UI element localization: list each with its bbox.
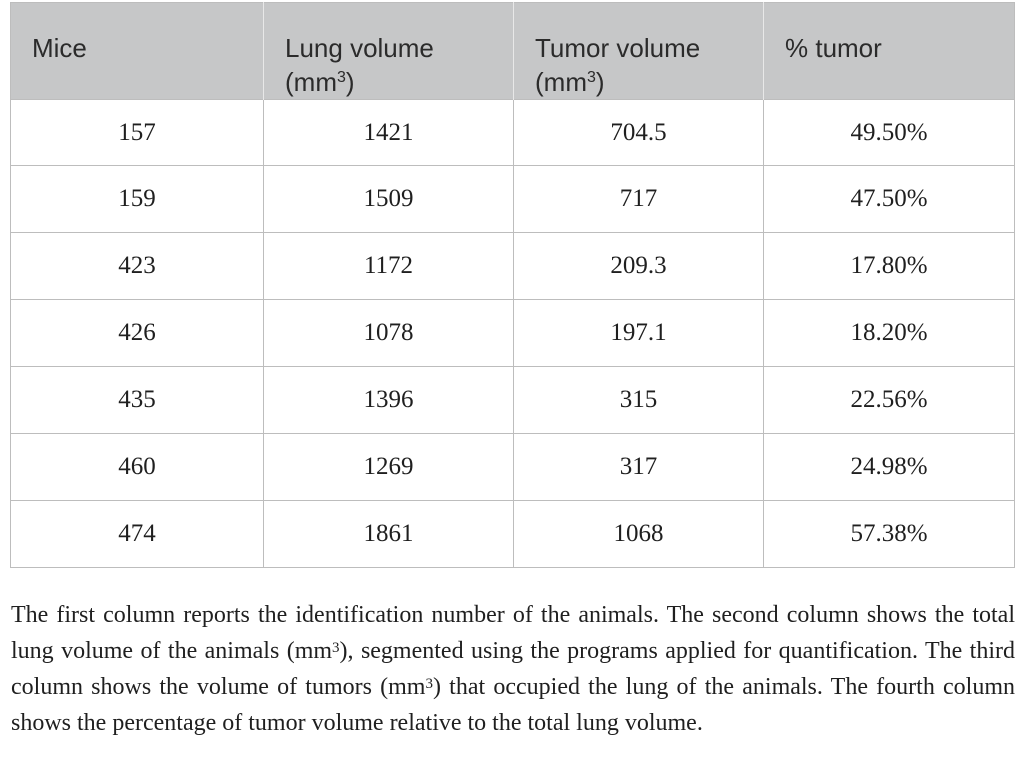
table-row [11,233,1015,300]
header-lung-volume [264,3,514,100]
header-mice [11,3,264,100]
table-row [11,501,1015,568]
header-superscript: 3 [336,69,346,86]
cell-percent-tumor: 49.50% [764,100,1015,166]
cell-percent-tumor: 22.56% [764,367,1015,434]
table-header-row [11,3,1015,100]
header-tail: ) [595,67,605,97]
table-caption [11,597,1015,741]
cell-mice: 423 [11,233,264,300]
cell-mice: 474 [11,501,264,568]
cell-mice: 435 [11,367,264,434]
cell-mice: 159 [11,166,264,233]
table-row [11,367,1015,434]
header-text: Tumor volume (mm [535,33,701,97]
cell-lung-volume: 1509 [264,166,514,233]
cell-mice: 426 [11,300,264,367]
cell-lung-volume: 1421 [264,100,514,166]
cell-mice: 460 [11,434,264,501]
cell-percent-tumor: 24.98% [764,434,1015,501]
caption-text: ), segmented using the programs applied for quantification. The third column shows the volume of tumors (mm [11,638,1015,700]
cell-lung-volume: 1078 [264,300,514,367]
cell-percent-tumor: 57.38% [764,501,1015,568]
data-table [10,2,1015,568]
header-text: % tumor [785,33,882,63]
cell-tumor-volume: 704.5 [514,100,764,166]
cell-percent-tumor: 18.20% [764,300,1015,367]
cell-percent-tumor: 47.50% [764,166,1015,233]
cell-tumor-volume: 197.1 [514,300,764,367]
table-row [11,300,1015,367]
cell-lung-volume: 1396 [264,367,514,434]
header-superscript: 3 [586,69,596,86]
cell-tumor-volume: 315 [514,367,764,434]
cell-mice: 157 [11,100,264,166]
header-tail: ) [345,67,355,97]
caption-superscript: 3 [425,676,433,692]
header-text: Mice [32,33,87,63]
cell-lung-volume: 1269 [264,434,514,501]
cell-tumor-volume: 1068 [514,501,764,568]
caption-text: The first column reports the identification number of the animals. The second column shows the total lung volume of the animals (mm [11,602,1015,664]
cell-percent-tumor: 17.80% [764,233,1015,300]
table-row [11,100,1015,166]
cell-tumor-volume: 717 [514,166,764,233]
table-row [11,434,1015,501]
cell-tumor-volume: 317 [514,434,764,501]
cell-lung-volume: 1861 [264,501,514,568]
cell-lung-volume: 1172 [264,233,514,300]
header-percent-tumor [764,3,1015,100]
caption-superscript: 3 [332,640,340,656]
data-table-container [10,2,1014,568]
header-tumor-volume [514,3,764,100]
cell-tumor-volume: 209.3 [514,233,764,300]
table-row [11,166,1015,233]
caption-text: ) that occupied the lung of the animals. The fourth column shows the percentage of tumor volume relative to the total lung volume. [11,674,1015,736]
header-text: Lung volume (mm [285,33,434,97]
